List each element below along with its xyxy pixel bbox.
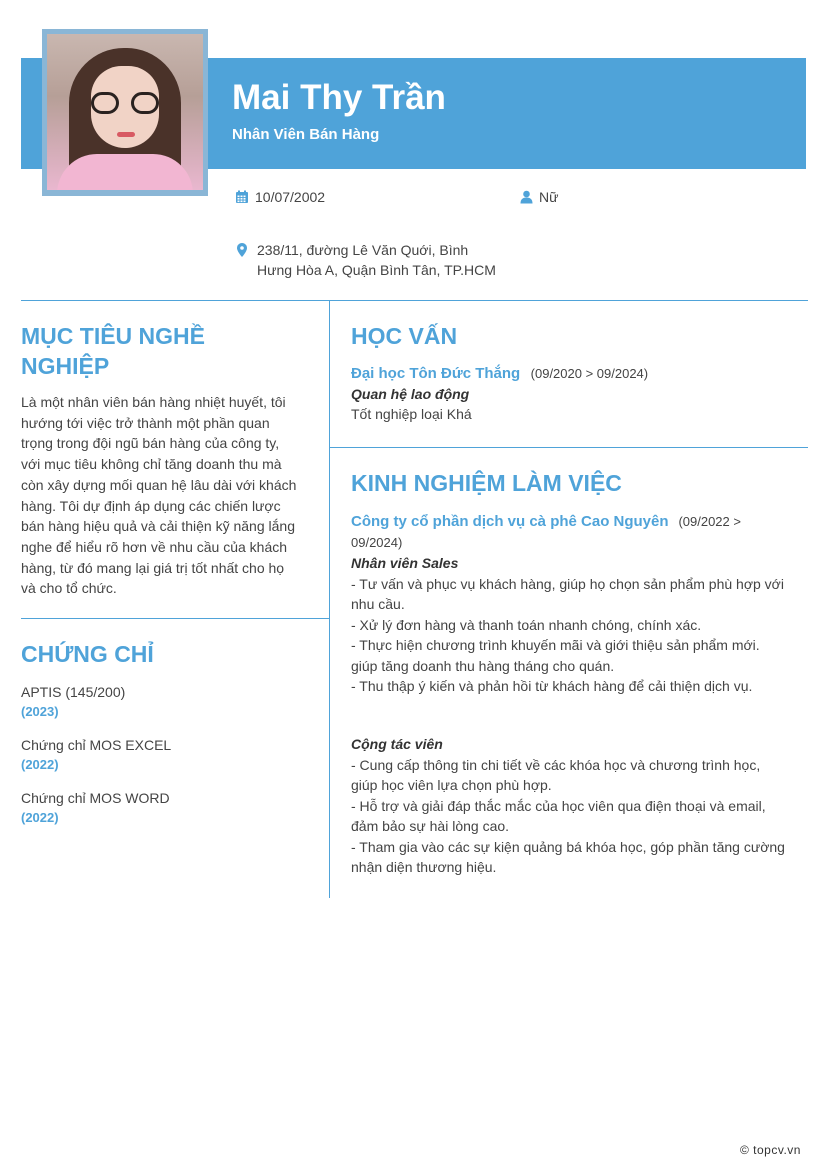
certificate-item: Chứng chỉ MOS EXCEL (2022) [21, 737, 172, 772]
certificates-title: CHỨNG CHỈ [21, 641, 154, 667]
experience-job: Công ty cổ phần dịch vụ cà phê Cao Nguyên (09/2022 > 09/2024) Nhân viên Sales - Tư vấn và phục vụ khách hàng, giúp họ chọn sản phẩm phù hợp với nhu cầu. - Xử lý đơn hàng và thanh toán nhanh chóng, chính xác. - Thực hiện chương trình khuyến mãi và giới thiệu sản phẩm mới. giúp tăng doanh thu hàng tháng cho quán. - Thu thập ý kiến và phản hồi từ khách hàng để cải thiện dịch vụ. [351, 511, 806, 697]
education-period: (09/2020 > 09/2024) [530, 366, 649, 381]
job-period: (09/2022 > [678, 514, 741, 529]
address-line-1: 238/11, đường Lê Văn Quới, Bình [257, 242, 469, 258]
company-name: Công ty cổ phần dịch vụ cà phê Cao Nguyên [351, 513, 669, 530]
experience-job: Cộng tác viên - Cung cấp thông tin chi tiết về các khóa học và chương trình học, giúp học viên lựa chọn phù hợp. - Hỗ trợ và giải đáp thắc mắc của học viên qua điện thoại và email, đảm bảo sự hài lòng cao. - Tham gia vào các sự kiện quảng bá khóa học, góp phần tăng cường nhận diện thương hiệu. [351, 734, 806, 878]
avatar [47, 34, 203, 190]
user-icon [520, 190, 533, 204]
school-name: Đại học Tôn Đức Thắng [351, 365, 521, 382]
address-info [237, 240, 496, 280]
divider-left [21, 618, 329, 619]
calendar-icon [235, 190, 249, 204]
address-line-2: Hưng Hòa A, Quận Bình Tân, TP.HCM [257, 262, 496, 278]
gender-value: Nữ [539, 189, 559, 205]
experience-title: KINH NGHIỆM LÀM VIỆC [351, 470, 622, 496]
gender-info [520, 187, 558, 207]
certificate-item: Chứng chỉ MOS WORD (2022) [21, 790, 170, 825]
education-note: Tốt nghiệp loại Khá [351, 406, 472, 422]
topcv-watermark: © topcv.vn [740, 1143, 801, 1157]
birthday-info [235, 187, 325, 207]
map-marker-icon [237, 243, 247, 257]
education-entry [351, 364, 806, 424]
avatar-frame [42, 29, 208, 196]
candidate-title: Nhân Viên Bán Hàng [232, 126, 380, 143]
education-title: HỌC VẤN [351, 323, 458, 349]
job-role: Nhân viên Sales [351, 555, 459, 571]
candidate-name: Mai Thy Trần [232, 78, 446, 117]
birthday-value: 10/07/2002 [255, 189, 326, 205]
divider-top [21, 300, 808, 301]
objective-title: MỤC TIÊU NGHỀ NGHIỆP [21, 323, 205, 379]
column-divider [329, 300, 330, 898]
certificates-list [21, 682, 171, 828]
divider-right [330, 447, 808, 448]
education-major: Quan hệ lao động [351, 386, 470, 402]
certificate-item: APTIS (145/200) (2023) [21, 684, 126, 719]
objective-text: Là một nhân viên bán hàng nhiệt huyết, tôi hướng tới việc trở thành một phần quan trọng trong đội ngũ bán hàng của công ty, với mục tiêu không chỉ tăng doanh thu mà còn xây dựng mối quan hệ lâu dài với khách hàng. Tôi dự định áp dụng các chiến lược bán hàng hiệu quả và cải thiện kỹ năng lắng nghe để hiểu rõ hơn về nhu cầu của khách hàng, từ đó mang lại giá trị tốt nhất cho họ và cho tổ chức. [21, 394, 297, 597]
job-role: Cộng tác viên [351, 736, 443, 752]
